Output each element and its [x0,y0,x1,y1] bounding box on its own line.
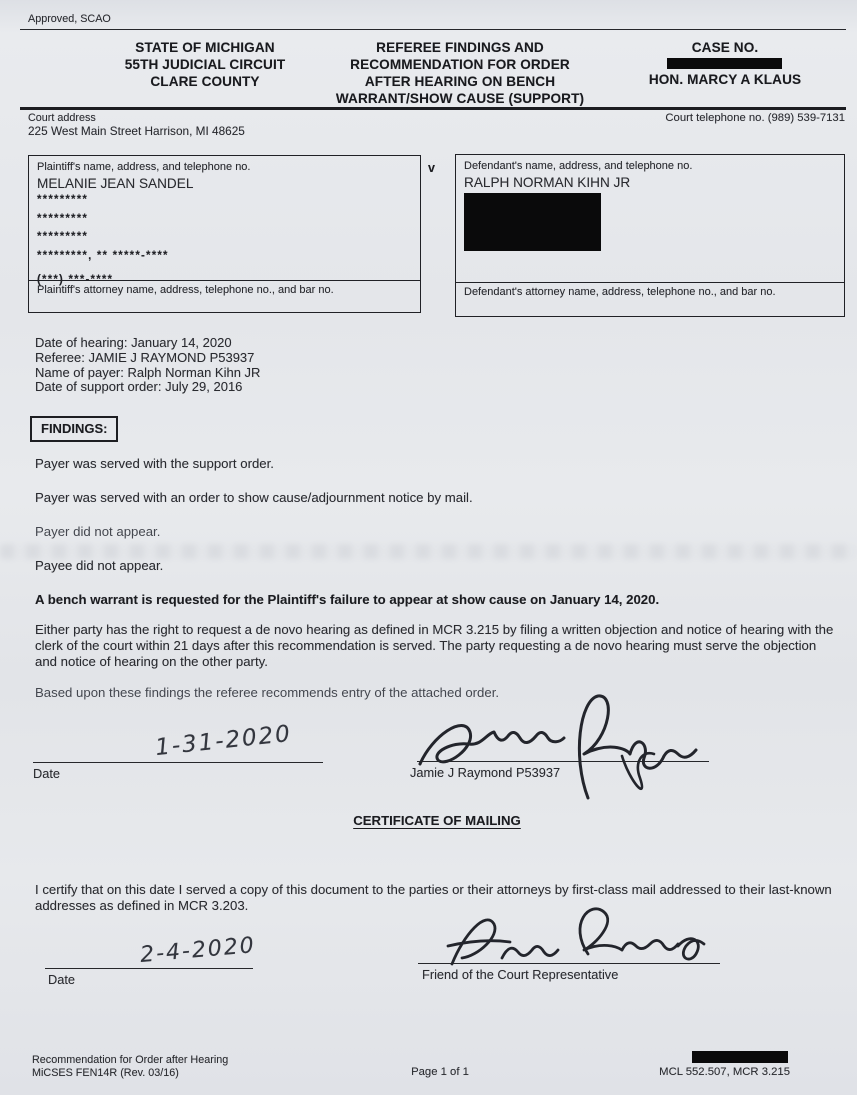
plaintiff-name: MELANIE JEAN SANDEL [37,176,194,191]
court-address-value: 225 West Main Street Harrison, MI 48625 [28,124,245,138]
certificate-body-paragraph: I certify that on this date I served a copy of this document to the parties or their attorneys by first-class mail addressed to their last-known addresses as defined in MCR 3.203. [35,882,832,913]
case-details-block [35,336,260,395]
versus-label: v [428,161,435,175]
referee-date-handwritten: 1-31-2020 [154,720,294,762]
mailing-date-label: Date [48,972,76,987]
defendant-box-label: Defendant's name, address, and telephone no. [464,160,693,172]
defendant-name: RALPH NORMAN KIHN JR [464,175,631,190]
top-divider-line [20,29,846,30]
case-no-label: CASE NO. [691,40,759,55]
header-divider-line [20,107,846,110]
court-telephone: Court telephone no. (989) 539-7131 [665,112,845,124]
referee-date-label: Date [33,766,61,781]
court-name-line: STATE OF MICHIGAN [135,40,275,55]
mailing-date-line [45,968,253,969]
plaintiff-box-label: Plaintiff's name, address, and telephone no. [37,161,251,173]
footer-form-name: Recommendation for Order after Hearing [32,1054,229,1066]
referee-line: Referee: JAMIE J RAYMOND P53937 [35,349,255,365]
foc-signature-line [418,963,720,964]
referee-signature-line [417,761,709,762]
footer-redaction [692,1051,788,1063]
referee-signature-image [412,686,712,806]
approved-scao-label: Approved, SCAO [28,13,111,25]
form-title-line: RECOMMENDATION FOR ORDER [350,57,570,72]
case-number-block [625,39,825,88]
finding-statement: Payer was served with an order to show cause/adjournment notice by mail. [35,490,473,505]
form-title-line: REFEREE FINDINGS AND [376,40,544,55]
findings-heading: FINDINGS: [30,416,118,442]
court-name-line: CLARE COUNTY [150,74,260,89]
certificate-of-mailing-heading: CERTIFICATE OF MAILING [353,813,521,828]
referee-date-line [33,762,323,763]
case-number-redaction [667,58,782,69]
footer-page-number: Page 1 of 1 [411,1066,469,1078]
defendant-attorney-label: Defendant's attorney name, address, telephone no., and bar no. [464,286,776,298]
finding-statement: Payer did not appear. [35,524,161,539]
court-address-label: Court address [28,112,96,124]
form-title-line: AFTER HEARING ON BENCH [364,74,556,89]
footer-citation: MCL 552.507, MCR 3.215 [659,1066,790,1078]
plaintiff-attorney-label: Plaintiff's attorney name, address, telephone no., and bar no. [37,284,334,296]
foc-representative-title: Friend of the Court Representative [422,967,619,982]
referee-printed-name: Jamie J Raymond P53937 [410,765,561,780]
court-name-line: 55TH JUDICIAL CIRCUIT [124,57,286,72]
payer-line: Name of payer: Ralph Norman Kihn JR [35,364,261,380]
de-novo-rights-paragraph: Either party has the right to request a de novo hearing as defined in MCR 3.215 by filing a written objection and notice of hearing with the clerk of the court within 21 days after this recommendation is served. The party requesting a de novo hearing must serve the objection and notice of hearing on the other party. [35,622,834,669]
mailing-date-handwritten: 2-4-2020 [139,932,257,969]
support-order-date-line: Date of support order: July 29, 2016 [35,379,243,395]
form-title-line: WARRANT/SHOW CAUSE (SUPPORT) [335,91,585,106]
defendant-box [455,154,845,317]
form-title-block [295,39,625,107]
plaintiff-box [28,155,421,313]
finding-statement: Payee did not appear. [35,558,164,573]
footer-form-number: MiCSES FEN14R (Rev. 03/16) [32,1067,179,1079]
bench-warrant-statement: A bench warrant is requested for the Plaintiff's failure to appear at show cause on January 14, 2020. [35,592,660,607]
finding-statement: Payer was served with the support order. [35,456,274,471]
plaintiff-phone-redacted: (***) ***-**** [37,274,114,286]
judge-name: HON. MARCY A KLAUS [648,72,802,87]
page-bleed-through-artifact [0,544,857,559]
recommendation-statement: Based upon these findings the referee recommends entry of the attached order. [35,685,500,700]
hearing-date-line: Date of hearing: January 14, 2020 [35,335,232,350]
plaintiff-address-redacted: ********* ********* ********* *********, ** *****-**** (***) ***-**** [37,191,412,290]
defendant-address-redaction [464,193,601,251]
